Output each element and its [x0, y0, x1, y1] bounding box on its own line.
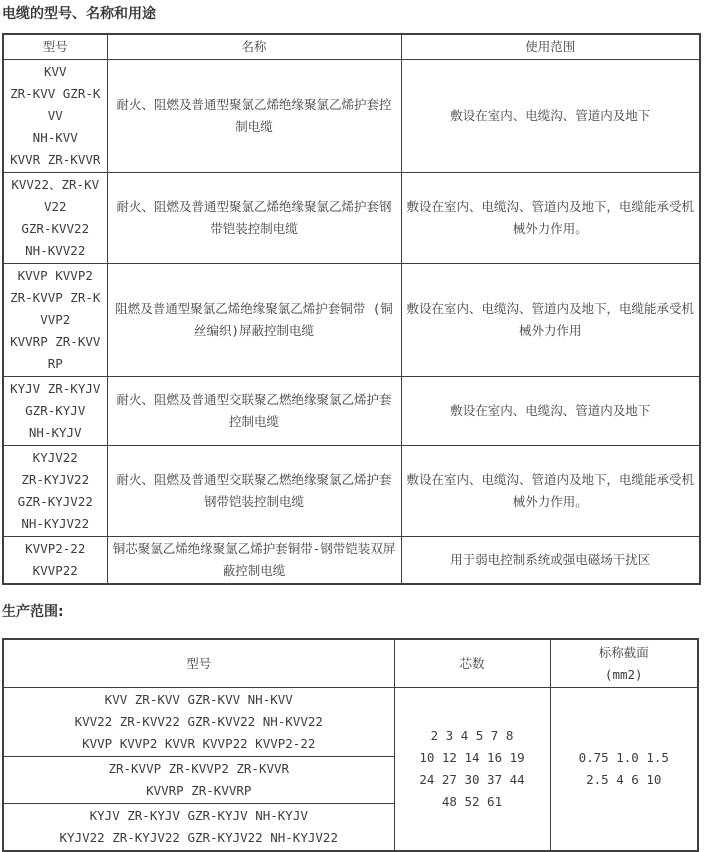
model-line: KVVRP ZR-KVVRP — [10, 334, 101, 371]
table-row — [3, 537, 700, 585]
table2-header-model: 型号 — [3, 639, 394, 688]
model-group-line: KYJV ZR-KYJV GZR-KYJV NH-KYJV — [89, 808, 308, 823]
model-line: ZR-KVVP ZR-KVVP2 — [10, 290, 101, 327]
table-row — [3, 446, 700, 537]
section-header-line: 标称截面 — [598, 644, 649, 660]
model-line: NH-KVV22 — [25, 243, 86, 258]
usage-cell: 敷设在室内、电缆沟、管道内及地下，电缆能承受机械外力作用。 — [401, 173, 700, 264]
model-group-cell — [3, 757, 394, 804]
model-line: GZR-KYJV22 — [17, 494, 93, 509]
cores-line: 24 27 30 37 44 — [419, 772, 525, 787]
model-cell — [3, 60, 107, 173]
production-range-table — [2, 638, 699, 852]
model-cell — [3, 537, 107, 585]
model-line: KYJV22 — [32, 450, 78, 465]
model-group-cell — [3, 804, 394, 852]
table1-header-row — [3, 34, 700, 60]
section-line: 0.75 1.0 1.5 — [578, 750, 669, 765]
table-row — [3, 688, 698, 757]
model-line: NH-KYJV22 — [21, 516, 90, 531]
name-cell: 耐火、阻燃及普通型交联聚乙燃绝缘聚氯乙烯护套控制电缆 — [107, 377, 401, 446]
name-cell: 阻燃及普通型聚氯乙烯绝缘聚氯乙烯护套铜带 (铜丝编织)屏蔽控制电缆 — [107, 264, 401, 377]
model-group-line: KYJV22 ZR-KYJV22 GZR-KYJV22 NH-KYJV22 — [59, 830, 338, 845]
section-cell — [550, 688, 698, 852]
table2-header-row — [3, 639, 698, 688]
table1-header-usage: 使用范围 — [401, 34, 700, 60]
section-line: 2.5 4 6 10 — [586, 772, 662, 787]
table-row — [3, 60, 700, 173]
model-line: KVV22、ZR-KVV22 — [11, 177, 100, 214]
table-row — [3, 377, 700, 446]
model-group-cell — [3, 688, 394, 757]
usage-cell: 敷设在室内、电缆沟、管道内及地下 — [401, 377, 700, 446]
name-cell: 铜芯聚氯乙烯绝缘聚氯乙烯护套铜带-钢带铠装双屏蔽控制电缆 — [107, 537, 401, 585]
cores-cell — [394, 688, 550, 852]
name-cell: 耐火、阻燃及普通型聚氯乙烯绝缘聚氯乙烯护套钢带铠装控制电缆 — [107, 173, 401, 264]
model-group-line: KVVRP ZR-KVVRP — [146, 783, 252, 798]
model-cell — [3, 446, 107, 537]
cable-models-table — [2, 33, 701, 585]
model-line: ZR-KYJV22 — [21, 472, 90, 487]
model-cell — [3, 377, 107, 446]
table-row — [3, 173, 700, 264]
cores-line: 48 52 61 — [441, 794, 503, 809]
model-group-line: KVV ZR-KVV GZR-KVV NH-KVV — [104, 692, 293, 707]
name-cell: 耐火、阻燃及普通型聚氯乙烯绝缘聚氯乙烯护套控制电缆 — [107, 60, 401, 173]
model-cell — [3, 264, 107, 377]
section-title-production-range: 生产范围: — [2, 604, 64, 620]
model-line: KVVP KVVP2 — [17, 268, 93, 283]
table1-header-model: 型号 — [3, 34, 107, 60]
model-line: KVVR ZR-KVVR — [10, 152, 101, 167]
model-group-line: KVVP KVVP2 KVVR KVVP22 KVVP2-22 — [82, 736, 316, 751]
table-row — [3, 264, 700, 377]
usage-cell: 敷设在室内、电缆沟、管道内及地下，电缆能承受机械外力作用 — [401, 264, 700, 377]
section-title-cable-models: 电缆的型号、名称和用途 — [2, 6, 156, 22]
model-line: NH-KYJV — [28, 425, 82, 440]
model-line: KYJV ZR-KYJV — [10, 381, 101, 396]
model-line: GZR-KYJV — [25, 403, 86, 418]
model-line: NH-KVV — [32, 130, 78, 145]
model-line: KVVP2-22 — [25, 541, 86, 556]
table2-header-cores: 芯数 — [394, 639, 550, 688]
model-cell — [3, 173, 107, 264]
section-header-unit: (mm2) — [604, 666, 643, 682]
model-group-line: KVV22 ZR-KVV22 GZR-KVV22 NH-KVV22 — [74, 714, 323, 729]
table1-header-name: 名称 — [107, 34, 401, 60]
cores-line: 2 3 4 5 7 8 — [430, 728, 514, 743]
model-line: KVVP22 — [32, 563, 78, 578]
model-line: GZR-KVV22 — [21, 221, 90, 236]
cores-line: 10 12 14 16 19 — [419, 750, 525, 765]
table2-header-section — [550, 639, 698, 688]
model-line: ZR-KVV GZR-KVV — [10, 86, 101, 123]
model-group-line: ZR-KVVP ZR-KVVP2 ZR-KVVR — [108, 761, 290, 776]
usage-cell: 敷设在室内、电缆沟、管道内及地下，电缆能承受机械外力作用。 — [401, 446, 700, 537]
model-line: KVV — [43, 64, 67, 79]
usage-cell: 用于弱电控制系统或强电磁场干扰区 — [401, 537, 700, 585]
name-cell: 耐火、阻燃及普通型交联聚乙燃绝缘聚氯乙烯护套钢带铠装控制电缆 — [107, 446, 401, 537]
usage-cell: 敷设在室内、电缆沟、管道内及地下 — [401, 60, 700, 173]
